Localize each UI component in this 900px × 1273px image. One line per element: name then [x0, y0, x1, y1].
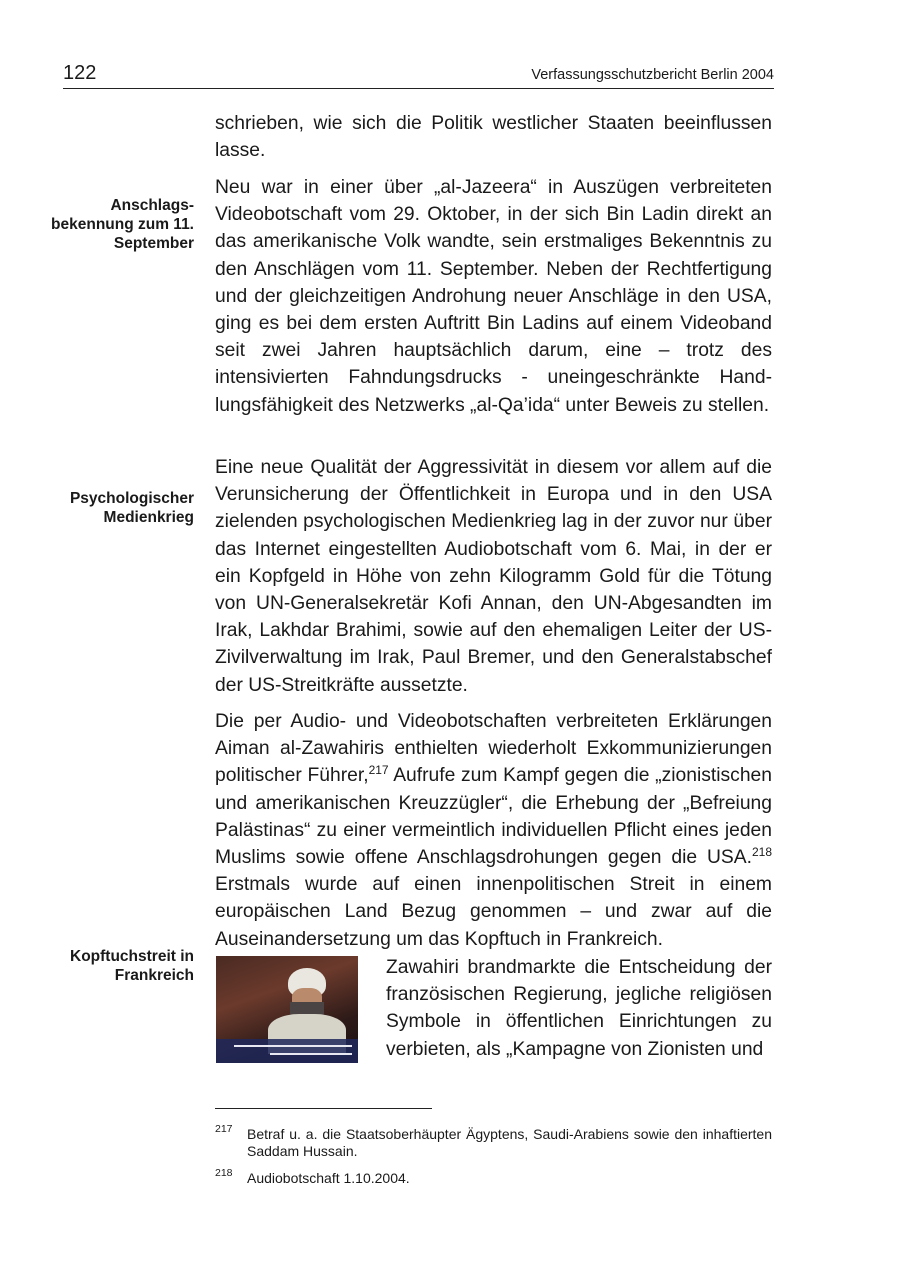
- paragraph-kopftuch: Zawahiri brandmarkte die Entscheidung der französischen Regierung, jegliche religiösen Symbole in öffentlichen Einrichtungen zu verbieten, als „Kampagne von Zionisten und: [386, 957, 772, 1060]
- tv-caption-bar: [216, 1039, 358, 1063]
- footnote-ref-217[interactable]: 217: [368, 763, 389, 778]
- footnote-separator: [215, 1108, 432, 1109]
- footnote-number: 217: [215, 1123, 233, 1135]
- paragraph-zawahiri: [215, 708, 772, 953]
- paragraph-bekennung: Neu war in einer über „al-Jazeera“ in Auszügen verbreiteten Videobotschaft vom 29. Oktober, in der sich Bin Ladin direkt an das amerikanische Volk wandte, sein erstmaliges Bekenntnis zu den Anschlägen vom 11. September. Neben der Rechtfertigung und der gleichzeitigen Androhung neuer Anschläge in den USA, ging es bei dem ersten Auftritt Bin Ladins auf einem Videoband seit zwei Jahren hauptsächlich darum, eine – trotz des intensivierten Fahndungsdrucks - uneingeschränkte Handlungsfähigkeit des Netzwerks „al-Qa’ida“ unter Beweis zu stellen.: [215, 177, 772, 416]
- margin-note-medienkrieg: Psychologischer Medienkrieg: [69, 490, 194, 526]
- footnote-ref-218[interactable]: 218: [751, 845, 772, 860]
- paragraph-continuation: schrieben, wie sich die Politik westlicher Staaten beeinflussen lasse.: [215, 113, 772, 162]
- footnote-text: Betraf u. a. die Staatsoberhäupter Ägyptens, Saudi-Arabiens sowie den inhaftierten Saddam Hussain.: [247, 1126, 772, 1159]
- video-still-image: [216, 956, 358, 1063]
- footnote-217: [215, 1123, 772, 1160]
- footnote-number: 218: [215, 1167, 233, 1179]
- running-title: Verfassungsschutzbericht Berlin 2004: [531, 67, 774, 83]
- paragraph-zawahiri-part-b: Aufrufe zum Kampf gegen die „zionistischen und amerikanischen Kreuzzügler“, die Erhebung der „Befreiung Palästinas“ zu einer vermeintlich individuellen Pflicht eines jeden Muslims sowie offene Anschlagsdrohungen gegen die USA.: [215, 765, 772, 869]
- paragraph-zawahiri-part-a: Die per Audio- und Videobotschaften verbreiteten Erklärungen Aiman al-Zawahiris enthielten wiederholt Exkommunizierungen politischer Führer,: [215, 711, 772, 787]
- margin-note-kopftuchstreit: Kopftuchstreit in Frankreich: [70, 948, 194, 984]
- footnote-text: Audiobotschaft 1.10.2004.: [247, 1170, 410, 1186]
- paragraph-zawahiri-part-c: Erstmals wurde auf einen innenpolitischen Streit in einem europäischen Land Bezug genommen – und zwar auf die Auseinandersetzung um das Kopftuch in Frankreich.: [215, 874, 772, 950]
- page-header: [63, 62, 774, 89]
- paragraph-medienkrieg: Eine neue Qualität der Aggressivität in diesem vor allem auf die Verunsicherung der Öffentlichkeit in Europa und in den USA zielenden psychologischen Medienkrieg lag in der zuvor nur über das Internet eingestellten Audiobotschaft vom 6. Mai, in der er ein Kopfgeld in Höhe von zehn Kilogramm Gold für die Tötung von UN-Generalsekretär Kofi Annan, den UN-Abgesandten im Irak, Lakhdar Brahimi, sowie auf den ehemaligen Leiter der US-Zivilverwaltung im Irak, Paul Bremer, und den Generalstabschef der US-Streitkräfte aussetzte.: [215, 457, 772, 696]
- margin-note-anschlagsbekennung: Anschlags- bekennung zum 11. September: [51, 197, 194, 252]
- footnote-218: [215, 1167, 772, 1187]
- page-number: 122: [63, 62, 97, 84]
